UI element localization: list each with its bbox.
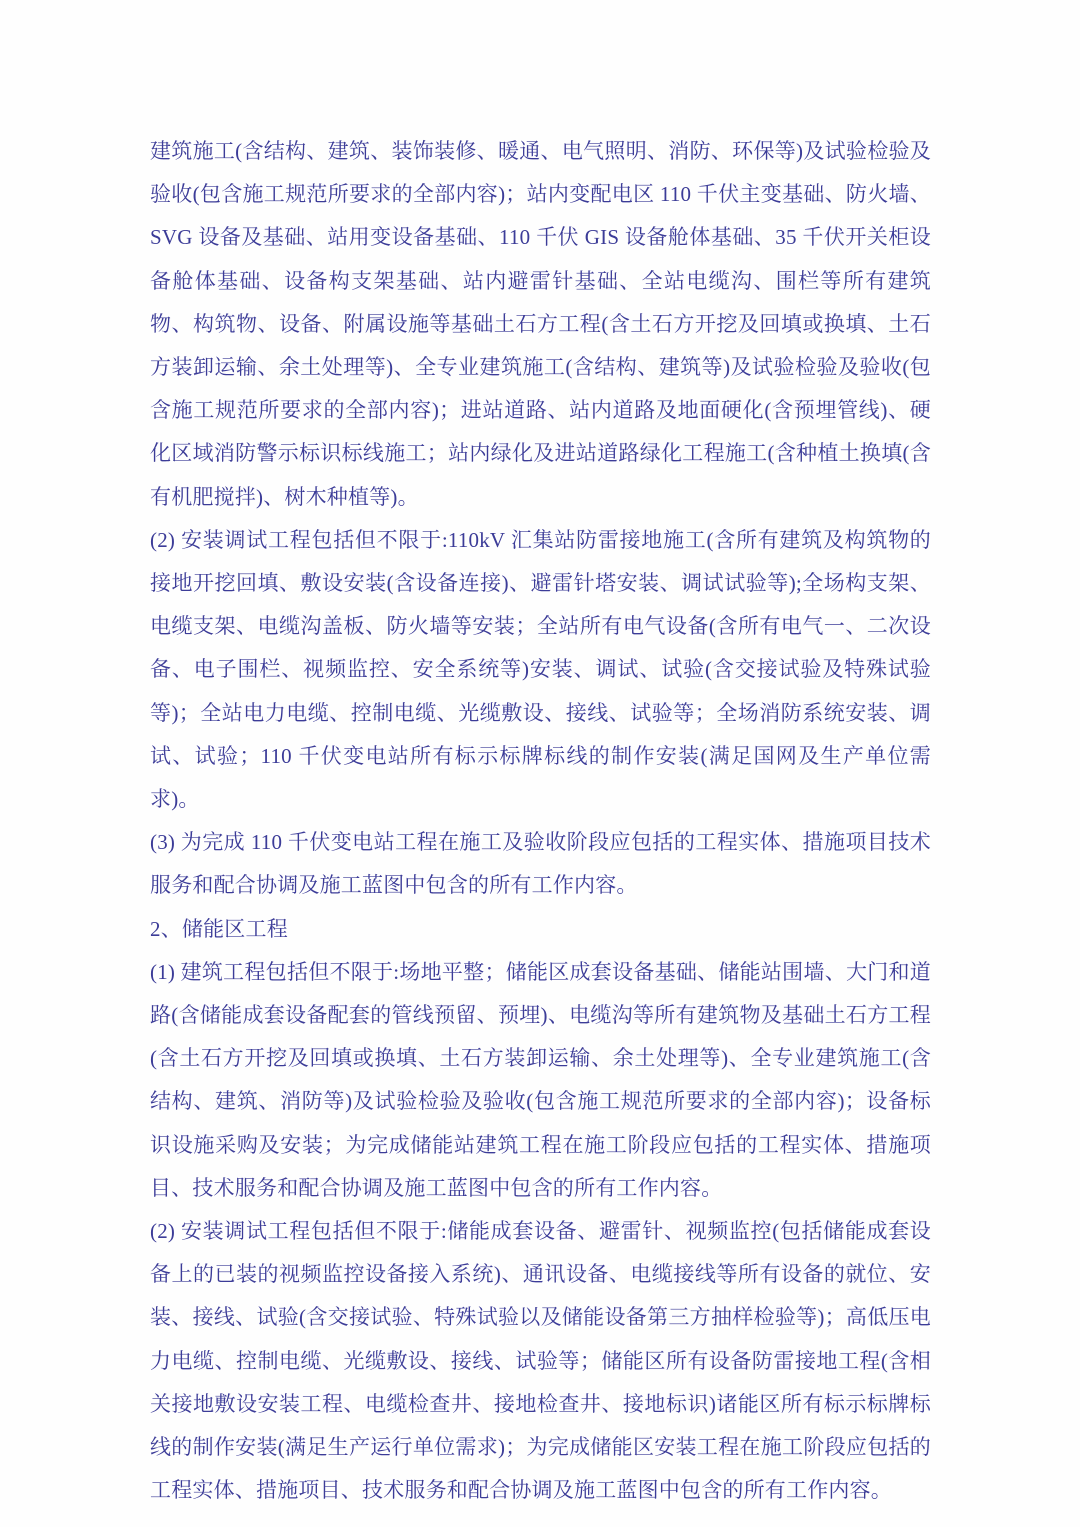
section-heading-energy-storage-area: 2、储能区工程 (150, 916, 288, 941)
paragraph-installation-commissioning: (2) 安装调试工程包括但不限于:110kV 汇集站防雷接地施工(含所有建筑及构筑物的接地开挖回填、敷设安装(含设备连接)、避雷针塔安装、调试试验等);全场构支架、电缆支架、电缆沟盖板、防火墙等安装；全站所有电气设备(含所有电气一、二次设备、电子围栏、视频监控、安全系统等)安装、调试、试验(含交接试验及特殊试验等)；全站电力电缆、控制电缆、光缆敷设、接线、试验等；全场消防系统安装、调试、试验；110 千伏变电站所有标示标牌标线的制作安装(满足国网及生产单位需求)。 (150, 527, 931, 812)
paragraph-completion-scope: (3) 为完成 110 千伏变电站工程在施工及验收阶段应包括的工程实体、措施项目技术服务和配合协调及施工蓝图中包含的所有工作内容。 (150, 830, 931, 898)
paragraph-storage-installation-scope: (2) 安装调试工程包括但不限于:储能成套设备、避雷针、视频监控(包括储能成套设备上的已装的视频监控设备接入系统)、通讯设备、电缆接线等所有设备的就位、安装、接线、试验(含交接试验、特殊试验以及储能设备第三方抽样检验等)；高低压电力电缆、控制电缆、光缆敷设、接线、试验等；储能区所有设备防雷接地工程(含相关接地敷设安装工程、电缆检查井、接地检查井、接地标识)诸能区所有标示标牌标线的制作安装(满足生产运行单位需求)；为完成储能区安装工程在施工阶段应包括的工程实体、措施项目、技术服务和配合协调及施工蓝图中包含的所有工作内容。 (150, 1219, 931, 1503)
paragraph-storage-construction-scope: (1) 建筑工程包括但不限于:场地平整；储能区成套设备基础、储能站围墙、大门和道路(含储能成套设备配套的管线预留、预埋)、电缆沟等所有建筑物及基础土石方工程(含土石方开挖及回填或换填、土石方装卸运输、余土处理等)、全专业建筑施工(含结构、建筑、消防等)及试验检验及验收(包含施工规范所要求的全部内容)；设备标识设施采购及安装；为完成储能站建筑工程在施工阶段应包括的工程实体、措施项目、技术服务和配合协调及施工蓝图中包含的所有工作内容。 (150, 959, 931, 1200)
paragraph-construction-scope: 建筑施工(含结构、建筑、装饰装修、暖通、电气照明、消防、环保等)及试验检验及验收(包含施工规范所要求的全部内容)；站内变配电区 110 千伏主变基础、防火墙、SVG 设备及基础、站用变设备基础、110 千伏 GIS 设备舱体基础、35 千伏开关柜设备舱体基础、设备构支架基础、站内避雷针基础、全站电缆沟、围栏等所有建筑物、构筑物、设备、附属设施等基础土石方工程(含土石方开挖及回填或换填、土石方装卸运输、余土处理等)、全专业建筑施工(含结构、建筑等)及试验检验及验收(包含施工规范所要求的全部内容)；进站道路、站内道路及地面硬化(含预埋管线)、硬化区域消防警示标识标线施工；站内绿化及进站道路绿化工程施工(含种植土换填(含有机肥搅拌)、树木种植等)。 (150, 139, 931, 509)
document-body-text (150, 130, 931, 1513)
